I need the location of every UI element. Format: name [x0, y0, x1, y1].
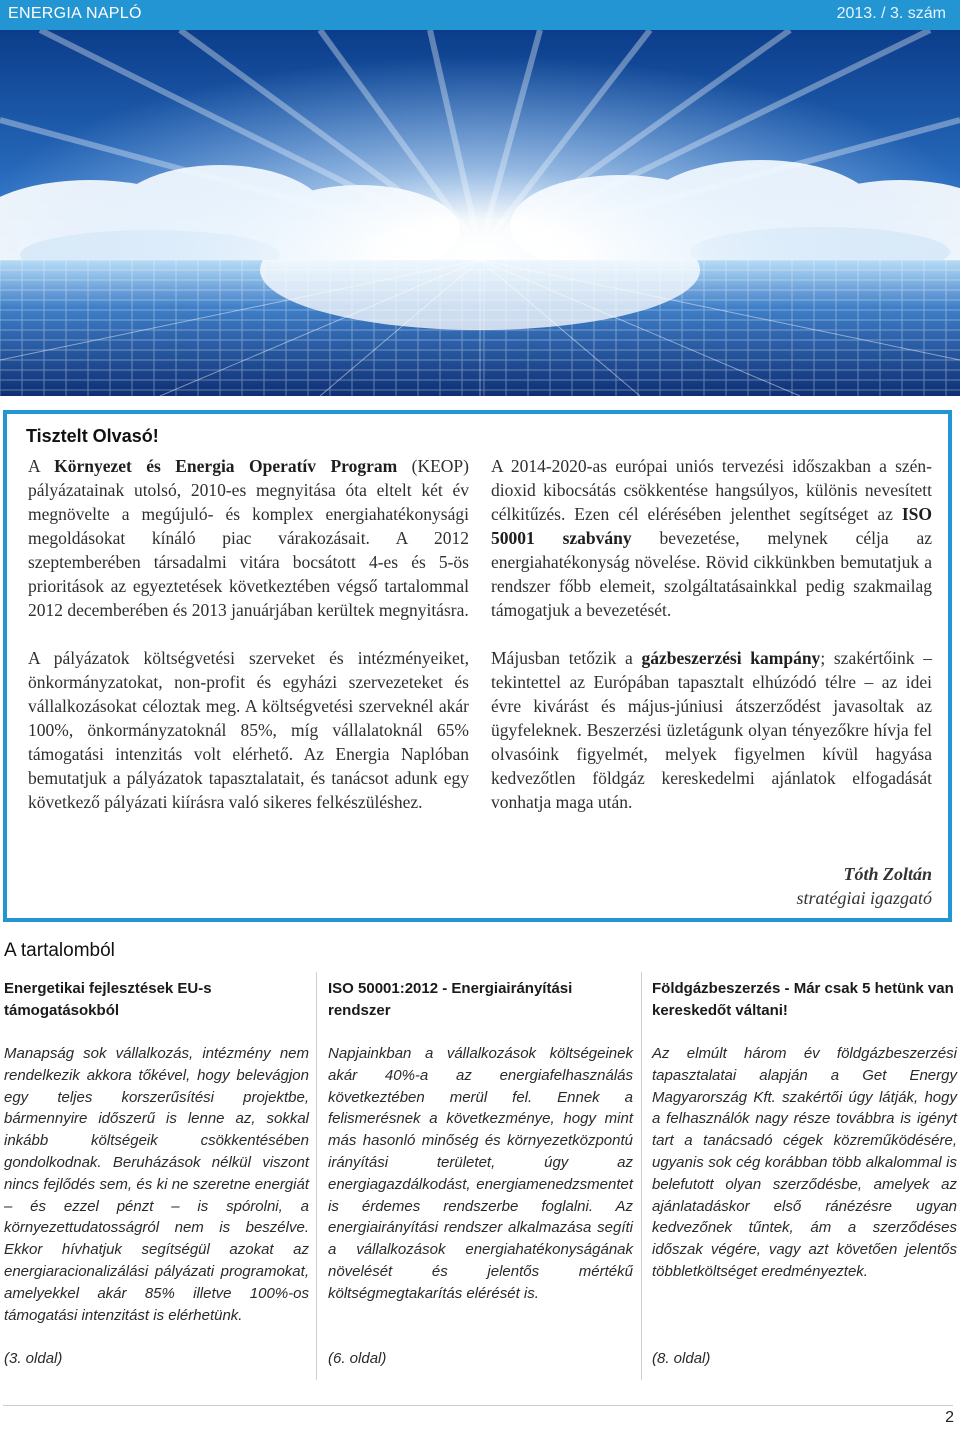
editorial-left-paragraph	[28, 454, 469, 622]
text-run: bevezetése, melynek célja az energiahatékonyság növelése. Rövid cikkünkben bemutatjuk a rendszer főbb elemeit, szolgáltatásainkkal pedig szakmailag támogatjuk a bevezetését.	[491, 528, 932, 620]
column-divider	[641, 972, 642, 1380]
toc-page-reference[interactable]: (6. oldal)	[328, 1350, 387, 1367]
issue-number: 2013. / 3. szám	[836, 5, 946, 22]
text-run: A	[28, 456, 55, 476]
highlighted-term: Környezet és Energia Operatív Program	[54, 456, 398, 476]
text-run: A 2014-2020-as európai uniós tervezési időszakban a szén-dioxid kibocsátás csökkentése hangsúlyos, különis nevesített célkitűzés. Ezen cél elérésében jelenthet segítséget az	[491, 456, 932, 524]
toc-item-heading[interactable]: Energetikai fejlesztések EU-s támogatásokból	[4, 980, 212, 1019]
highlighted-term: ISO 50001 szabvány	[491, 504, 932, 548]
toc-item-summary: Manapság sok vállalkozás, intézmény nem rendelkezik akkora tőkével, hogy belevágjon egy teljes korszerűsítési projektbe, bármennyire időszerű is lenne az, sokkal inkább költségeik csökkentésében gondolkodnak. Beruházások nélkül viszont nincs fejlődés sem, és ki ne szeretne energiát – és ezzel pénzt – is spórolni, a környezettudatosságról nem is beszélve. Ekkor hívhatjuk segítségül azokat az energiaracionalizálási pályázati programokat, amelyekkel akár 85% illetve 100%-os támogatási intenzitást is elérhetünk.	[4, 1045, 309, 1324]
signature-name: Tóth Zoltán	[843, 864, 932, 884]
footer-divider	[3, 1405, 953, 1406]
toc-item-heading[interactable]: ISO 50001:2012 - Energiairányítási rendszer	[328, 980, 573, 1019]
text-run: A pályázatok költségvetési szerveket és intézményeiket, önkormányzatokat, non-profit és egyházi szervezeteket és vállalkozásokat céloztak meg. A költségvetési szerveknél akár 100%, önkormányzatoknál 85%, míg vállalatoknál 65% támogatási intenzitás volt elérhető. Az Energia Naplóban bemutatjuk a pályázatok tapasztalatait, és tanácsot adunk egy következő pályázati kiírásra való sikeres felkészüléshez.	[28, 648, 469, 812]
toc-page-reference[interactable]: (3. oldal)	[4, 1350, 63, 1367]
page-number: 2	[945, 1409, 954, 1426]
text-run: (KEOP) pályázatainak utolsó, 2010-es megnyitása óta eltelt két év megnövelte a megújuló- és komplex energiahatékonysági megoldásokat kínáló piac várakozásait. A 2012 szeptemberében társadalmi vitára bocsátott 4-es és 5-ös prioritások az egyeztetések következtében végső tartalommal 2012 decemberében és 2013 januárjában kerültek megnyitásra.	[28, 456, 469, 620]
publication-title: ENERGIA NAPLÓ	[8, 5, 142, 22]
editorial-right-paragraph	[491, 454, 932, 622]
text-run: ; szakértőink – tekintettel az Európában tapasztalt elhúzódó télre – az idei évre kivárást és május-júniusi átszerződést javasoltak az ügyfeleknek. Beszerzési üzletágunk olyan tényezőkre hívja fel olvasóink figyelmét, melyek figyelmen kívül hagyása kedvezőtlen földgáz kereskedelmi ajánlatok elfogadását vonhatja maga után.	[491, 648, 932, 812]
hero-image	[0, 30, 960, 396]
greeting-heading: Tisztelt Olvasó!	[26, 426, 159, 446]
toc-item	[328, 978, 633, 1305]
highlighted-term: gázbeszerzési kampány	[641, 648, 821, 668]
toc-title: A tartalomból	[4, 940, 115, 961]
toc-item-summary: Az elmúlt három év földgázbeszerzési tapasztalatai alapján a Get Energy Magyarország Kft. szakértői úgy látják, hogy a felhasználók nagy része továbbra is igényt tart a tanácsadó cégek közreműködésére, ugyanis sok cég korábban több alkalommal is belefutott olyan szerződésbe, amelyek az ajánlatadáskor első ránézésre ugyan kedvezőnek tűntek, ám a szerződéses időszak végére, vagy azt követően jelentős többletköltséget eredményeztek.	[652, 1045, 957, 1280]
toc-item-heading[interactable]: Földgázbeszerzés - Már csak 5 hetünk van kereskedőt váltani!	[652, 980, 954, 1019]
header-bar	[0, 0, 960, 30]
toc-page-reference[interactable]: (8. oldal)	[652, 1350, 711, 1367]
toc-item	[652, 978, 957, 1283]
column-divider	[316, 972, 317, 1380]
toc-item	[4, 978, 309, 1326]
editorial-right-paragraph	[491, 646, 932, 814]
text-run: Májusban tetőzik a	[491, 648, 642, 668]
toc-item-summary: Napjainkban a vállalkozások költségeinek akár 40%-a az energiafelhasználás következtében merül fel. Ennek a felismerésnek a következménye, hogy mint más hasonló minőség és környezetközpontú irányítási területet, úgy az energiagazdálkodást, energiamenedzsmentet is érdemes rendszerbe foglalni. Az energiairányítási rendszer alkalmazása segíti a vállalkozások energiahatékonyságának növelését és jelentős mértékű költségmegtakarítás elérését is.	[328, 1045, 633, 1302]
sun-over-solar-panels-illustration	[0, 30, 960, 396]
editorial-right-column	[491, 454, 932, 814]
editorial-left-column	[28, 454, 469, 814]
signature	[796, 862, 932, 910]
signature-title: stratégiai igazgató	[796, 888, 932, 908]
editorial-left-paragraph	[28, 646, 469, 814]
